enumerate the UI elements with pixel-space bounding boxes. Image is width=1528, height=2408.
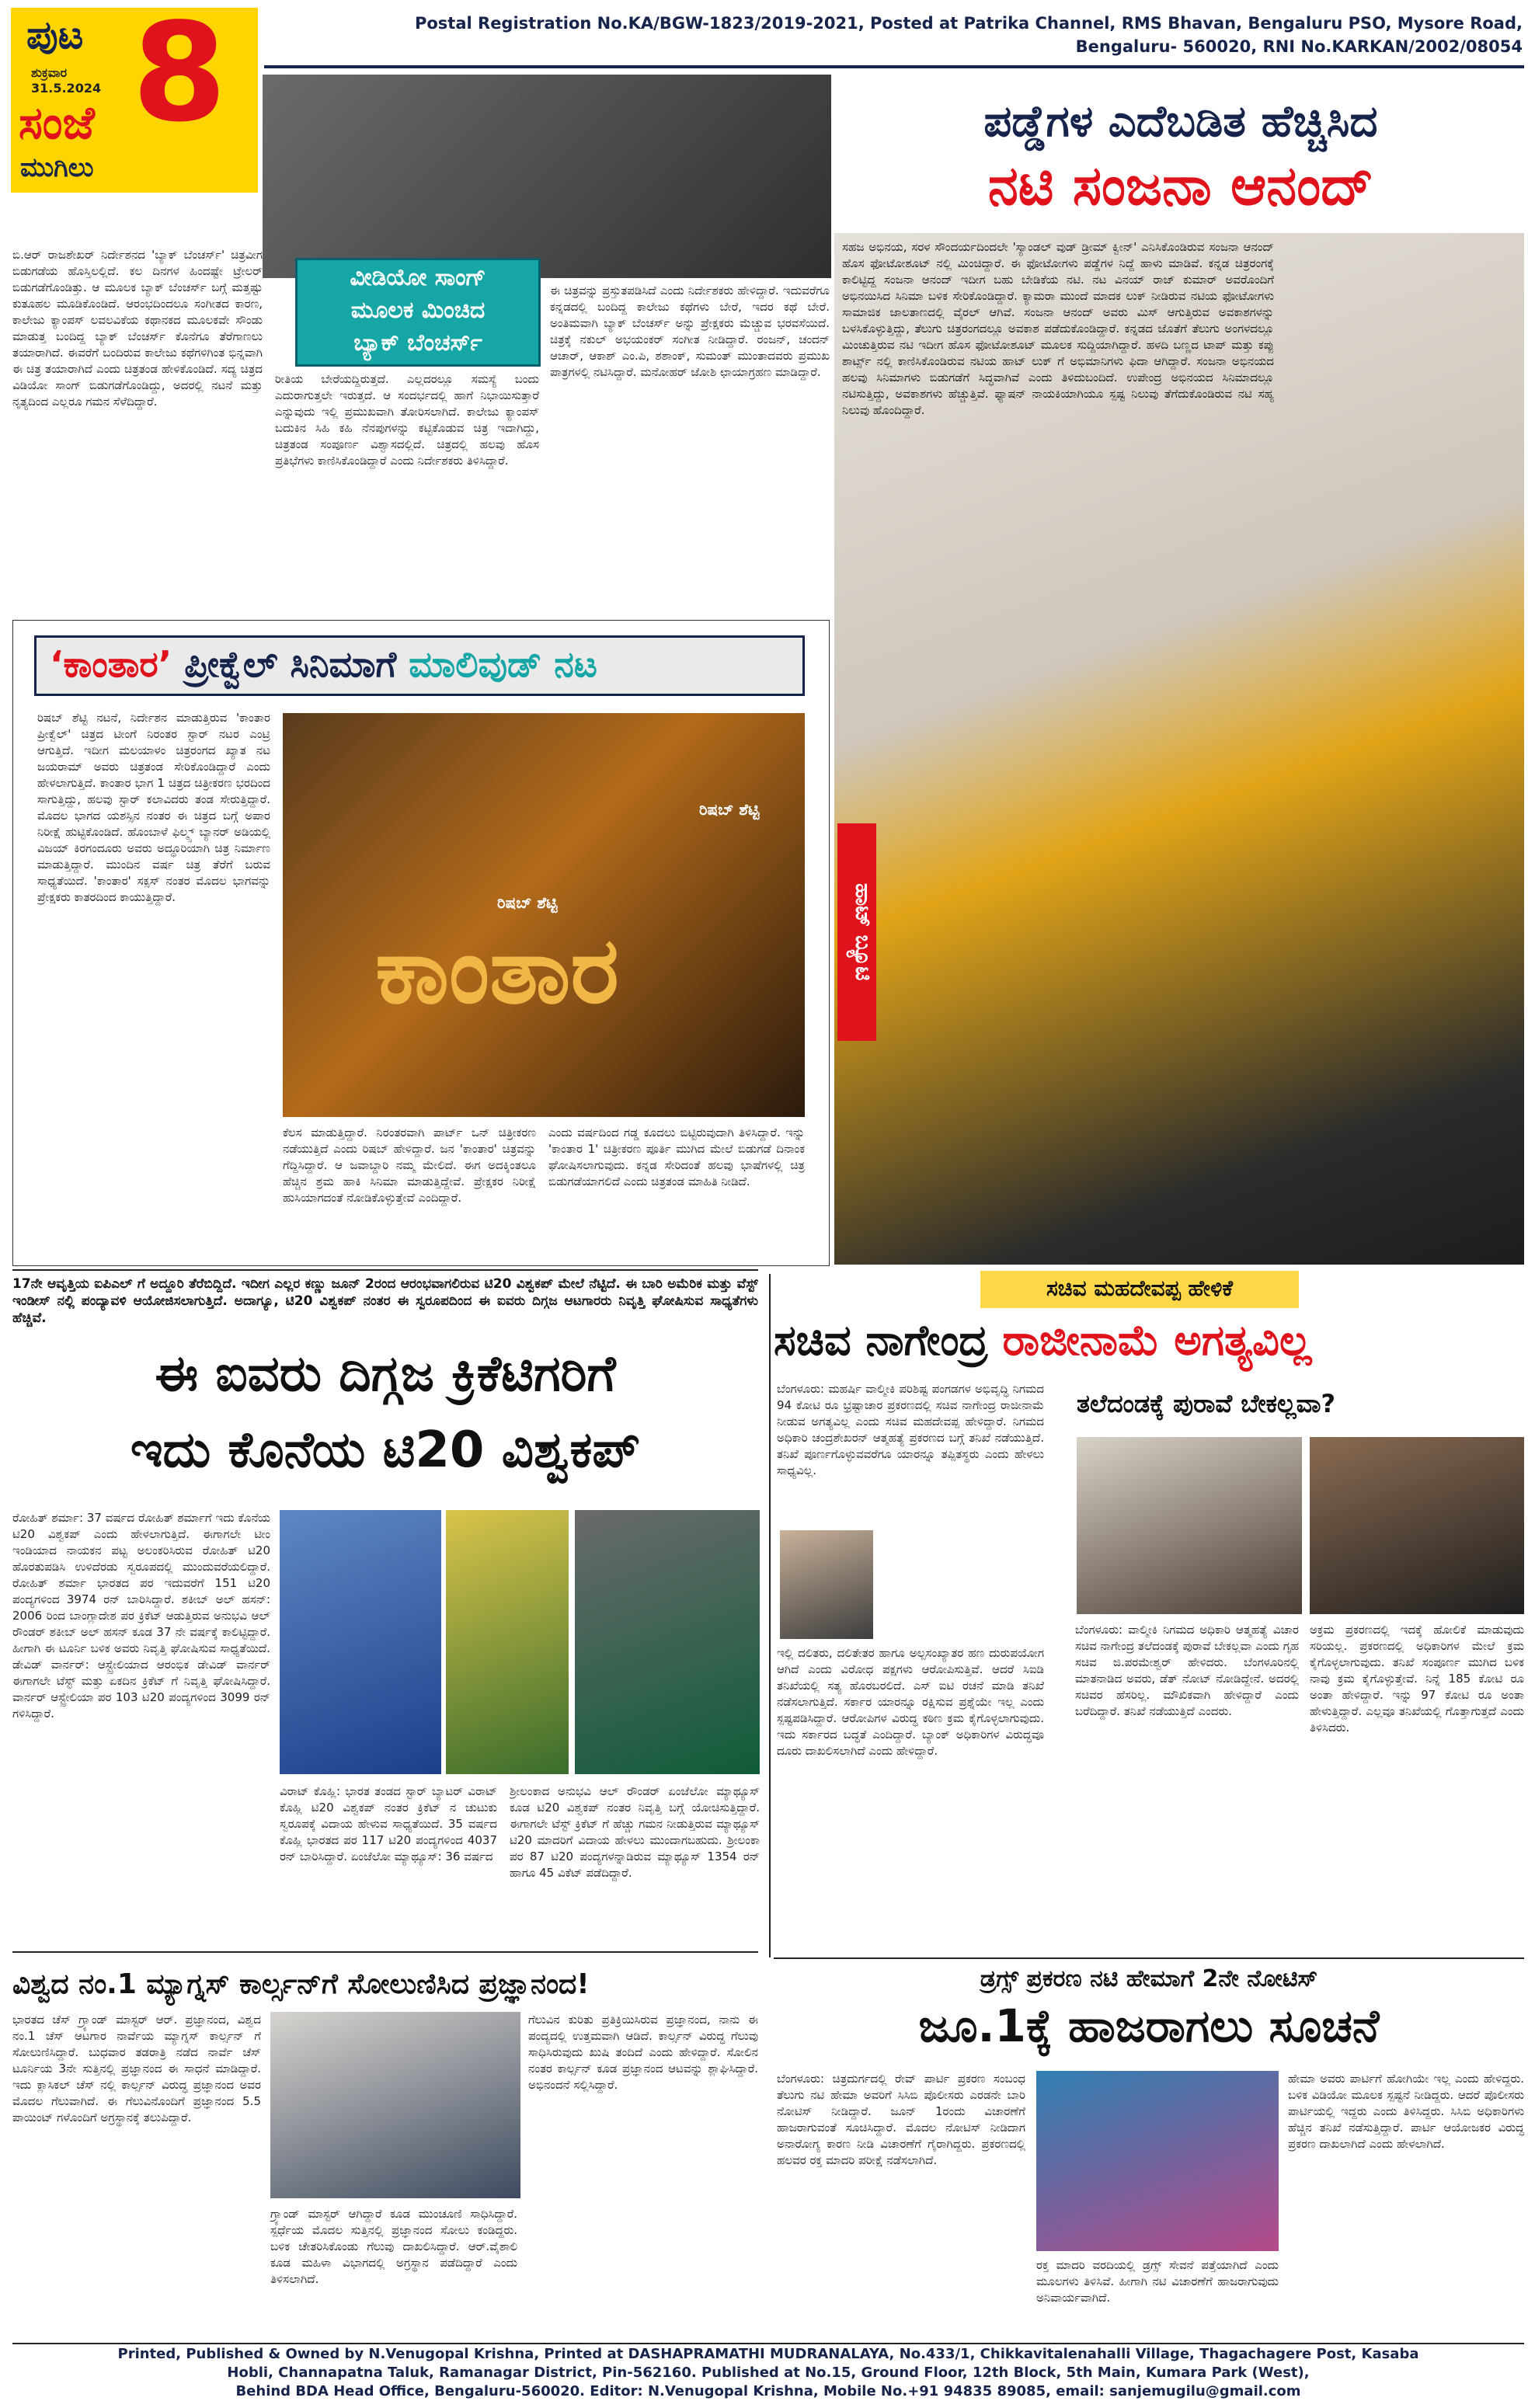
- backbenchers-photo: [263, 75, 831, 278]
- sanjana-headline1: ಪಡ್ಡೆಗಳ ಎದೆಬಡಿತ ಹೆಚ್ಚಿಸಿದ: [983, 96, 1378, 147]
- nagendra-headline: [774, 1316, 1524, 1366]
- nagendra-divider: [769, 1274, 771, 1957]
- hema-col2: ರಕ್ತ ಮಾದರಿ ವರದಿಯಲ್ಲಿ ಡ್ರಗ್ಸ್ ಸೇವನೆ ಪತ್ತೆಯಾಗಿದೆ ಎಂದು ಮೂಲಗಳು ತಿಳಿಸಿವೆ. ಹೀಗಾಗಿ ನಟಿ ವಿಚಾರಣೆಗೆ ಹಾಜರಾಗುವುದು ಅನಿವಾರ್ಯವಾಗಿದೆ.: [1036, 2258, 1279, 2305]
- kantara-col1: ರಿಷಬ್ ಶೆಟ್ಟಿ ನಟನೆ, ನಿರ್ದೇಶನ ಮಾಡುತ್ತಿರುವ 'ಕಾಂತಾರ ಪ್ರೀಕ್ವೆಲ್' ಚಿತ್ರದ ಟೀಂಗೆ ನಿರಂತರ ಸ್ಟಾರ್ ನಟರ ಎಂಟ್ರಿ ಆಗುತ್ತಿದೆ. ಇದೀಗ ಮಲಯಾಳಂ ಚಿತ್ರರಂಗದ ಖ್ಯಾತ ನಟ ಜಯರಾಮ್ ಅವರು ಚಿತ್ರತಂಡ ಸೇರಿಕೊಂಡಿದ್ದಾರೆ ಎಂದು ಹೇಳಲಾಗುತ್ತಿದೆ. ಕಾಂತಾರ ಭಾಗ 1 ಚಿತ್ರದ ಚಿತ್ರೀಕರಣ ಭರದಿಂದ ಸಾಗುತ್ತಿದ್ದು, ಹಲವು ಸ್ಟಾರ್ ಕಲಾವಿದರು ತಂಡ ಸೇರುತ್ತಿದ್ದಾರೆ. ಮೊದಲ ಭಾಗದ ಯಶಸ್ಸಿನ ನಂತರ ಈ ಚಿತ್ರದ ಬಗ್ಗೆ ಅಪಾರ ನಿರೀಕ್ಷೆ ಹುಟ್ಟಿಕೊಂಡಿದೆ. ಹೊಂಬಾಳೆ ಫಿಲ್ಮ್ಸ್ ಬ್ಯಾನರ್ ಅಡಿಯಲ್ಲಿ ವಿಜಯ್ ಕಿರಗಂದೂರು ಅವರು ಅದ್ಧೂರಿಯಾಗಿ ಚಿತ್ರ ನಿರ್ಮಾಣ ಮಾಡುತ್ತಿದ್ದಾರೆ. ಮುಂದಿನ ವರ್ಷ ಚಿತ್ರ ತೆರೆಗೆ ಬರುವ ಸಾಧ್ಯತೆಯಿದೆ. 'ಕಾಂತಾರ' ಸಕ್ಸಸ್ ನಂತರ ಮೊದಲ ಭಾಗವನ್ನು ಪ್ರೇಕ್ಷಕರು ಕಾತರದಿಂದ ಕಾಯುತ್ತಿದ್ದಾರೆ.: [37, 711, 270, 904]
- kantara-logo: ಕಾಂತಾರ: [375, 917, 619, 1024]
- nagendra-photo: [1310, 1437, 1524, 1614]
- kantara-headline-word: ಕಾಂತಾರ: [63, 643, 158, 685]
- footer-rule: [12, 2343, 1524, 2344]
- nagendra-col4: ಅಕ್ರಮ ಪ್ರಕರಣದಲ್ಲಿ ಇದಕ್ಕೆ ಹೋಲಿಕೆ ಮಾಡುವುದು ಸರಿಯಲ್ಲ. ಪ್ರಕರಣದಲ್ಲಿ ಅಧಿಕಾರಿಗಳ ಮೇಲೆ ಕ್ರಮ ಕೈಗೊಳ್ಳಲಾಗುವುದು. ತನಿಖೆ ಸಂಪೂರ್ಣ ಮುಗಿದ ಬಳಿಕ ನಾವು ಕ್ರಮ ಕೈಗೊಳ್ಳುತ್ತೇವೆ. ನಿನ್ನೆ 185 ಕೋಟಿ ರೂ ಅಂತಾ ಹೇಳಿದ್ದಾರೆ. ಇನ್ನು 97 ಕೋಟಿ ರೂ ಅಂತಾ ಹೇಳುತ್ತಿದ್ದಾರೆ. ಎಲ್ಲವೂ ತನಿಖೆಯಲ್ಲಿ ಗೊತ್ತಾಗುತ್ತದೆ ಎಂದು ತಿಳಿಸಿದರು.: [1310, 1623, 1524, 1735]
- footer-line2: Hobli, Channapatna Taluk, Ramanagar District, Pin-562160. Published at No.15, Ground Floor, 12th Block, 5th Main, Kumara Park (West),: [227, 2365, 1310, 2381]
- nagendra-inset-photo: [780, 1530, 873, 1639]
- cricket-col1: ರೋಹಿತ್ ಶರ್ಮಾ: 37 ವರ್ಷದ ರೋಹಿತ್ ಶರ್ಮಾಗೆ ಇದು ಕೊನೆಯ ಟಿ20 ವಿಶ್ವಕಪ್ ಎಂದು ಹೇಳಲಾಗುತ್ತಿದೆ. ಈಗಾಗಲೇ ಟೀಂ ಇಂಡಿಯಾದ ನಾಯಕನ ಪಟ್ಟ ಅಲಂಕರಿಸಿರುವ ರೋಹಿತ್ ಟಿ20 ಹೊರತುಪಡಿಸಿ ಉಳಿದೆರಡು ಸ್ವರೂಪದಲ್ಲಿ ಮುಂದುವರೆಯಲಿದ್ದಾರೆ. ರೋಹಿತ್ ಶರ್ಮಾ ಭಾರತದ ಪರ ಇದುವರೆಗೆ 151 ಟಿ20 ಪಂದ್ಯಗಳಿಂದ 3974 ರನ್ ಬಾರಿಸಿದ್ದಾರೆ. ಶಕೀಬ್ ಅಲ್ ಹಸನ್: 2006 ರಿಂದ ಬಾಂಗ್ಲಾದೇಶ ಪರ ಕ್ರಿಕೆಟ್ ಆಡುತ್ತಿರುವ ಅನುಭವಿ ಆಲ್ ರೌಂಡರ್ ಶಕೀಬ್ ಅಲ್ ಹಸನ್ ಕೂಡ 37 ನೇ ವರ್ಷಕ್ಕೆ ಕಾಲಿಟ್ಟಿದ್ದಾರೆ. ಹೀಗಾಗಿ ಈ ಟೂರ್ನಿ ಬಳಿಕ ಅವರು ನಿವೃತ್ತಿ ಘೋಷಿಸುವ ಸಾಧ್ಯತೆಯಿದೆ. ಡೇವಿಡ್ ವಾರ್ನರ್: ಆಸ್ಟ್ರೇಲಿಯಾದ ಆರಂಭಿಕ ಡೇವಿಡ್ ವಾರ್ನರ್ ಈಗಾಗಲೇ ಟೆಸ್ಟ್ ಮತ್ತು ಏಕದಿನ ಕ್ರಿಕೆಟ್ ಗೆ ನಿವೃತ್ತಿ ಘೋಷಿಸಿದ್ದಾರೆ. ವಾರ್ನರ್ ಆಸ್ಟ್ರೇಲಿಯಾ ಪರ 103 ಟಿ20 ಪಂದ್ಯಗಳಿಂದ 3099 ರನ್ ಗಳಿಸಿದ್ದಾರೆ.: [12, 1511, 270, 1721]
- backbenchers-col2: ರೀತಿಯ ಬೇರೆಯದ್ದಿರುತ್ತದೆ. ಎಲ್ಲದರಲ್ಲೂ ಸಮಸ್ಯೆ ಬಂದು ಎದುರಾಗುತ್ತಲೇ ಇರುತ್ತದೆ. ಆ ಸಂದರ್ಭದಲ್ಲಿ ಹಾಗೆ ನಿಭಾಯಿಸುತ್ತಾರೆ ಎನ್ನುವುದು ಇಲ್ಲಿ ಪ್ರಮುಖವಾಗಿ ತೋರಿಸಲಾಗಿದೆ. ಕಾಲೇಜು ಕ್ಯಾಂಪಸ್ ಬದುಕಿನ ಸಿಹಿ ಕಹಿ ನೆನಪುಗಳನ್ನು ಕಟ್ಟಿಕೊಡುವ ಚಿತ್ರ ಇದಾಗಿದ್ದು, ಚಿತ್ರತಂಡ ಸಂಪೂರ್ಣ ವಿಶ್ವಾಸದಲ್ಲಿದೆ. ಚಿತ್ರದಲ್ಲಿ ಹಲವು ಹೊಸ ಪ್ರತಿಭೆಗಳು ಕಾಣಿಸಿಕೊಂಡಿದ್ದಾರೆ ಎಂದು ನಿರ್ದೇಶಕರು ತಿಳಿಸಿದ್ದಾರೆ.: [275, 372, 539, 468]
- hema-top-rule: [774, 1957, 1524, 1959]
- footer-line1: Printed, Published & Owned by N.Venugopal Krishna, Printed at DASHAPRAMATHI MUDRANALAYA, No.433/1, Chikkavitalenahalli Village, Thagachagere Post, Kasaba: [117, 2346, 1419, 2362]
- pragg-col1: ಭಾರತದ ಚೆಸ್ ಗ್ರ್ಯಾಂಡ್ ಮಾಸ್ಟರ್ ಆರ್. ಪ್ರಜ್ಞಾನಂದ, ವಿಶ್ವದ ನಂ.1 ಚೆಸ್ ಆಟಗಾರ ನಾರ್ವೆಯ ಮ್ಯಾಗ್ನಸ್ ಕಾರ್ಲ್ಸನ್ ಗೆ ಸೋಲುಣಿಸಿದ್ದಾರೆ. ಬುಧವಾರ ತಡರಾತ್ರಿ ನಡೆದ ನಾರ್ವೆ ಚೆಸ್ ಟೂರ್ನಿಯ 3ನೇ ಸುತ್ತಿನಲ್ಲಿ ಪ್ರಜ್ಞಾನಂದ ಈ ಸಾಧನೆ ಮಾಡಿದ್ದಾರೆ. ಇದು ಕ್ಲಾಸಿಕಲ್ ಚೆಸ್ ನಲ್ಲಿ ಕಾರ್ಲ್ಸನ್ ವಿರುದ್ಧ ಪ್ರಜ್ಞಾನಂದ ಅವರ ಮೊದಲ ಗೆಲುವಾಗಿದೆ. ಈ ಗೆಲುವಿನೊಂದಿಗೆ ಪ್ರಜ್ಞಾನಂದ 5.5 ಪಾಯಿಂಟ್ ಗಳೊಂದಿಗೆ ಅಗ್ರಸ್ಥಾನಕ್ಕೆ ತಲುಪಿದ್ದಾರೆ.: [12, 2013, 261, 2124]
- cricket-intro: 17ನೇ ಆವೃತ್ತಿಯ ಐಪಿಎಲ್ ಗೆ ಅದ್ದೂರಿ ತೆರೆಬಿದ್ದಿದೆ. ಇದೀಗ ಎಲ್ಲರ ಕಣ್ಣು ಜೂನ್ 2ರಂದ ಆರಂಭವಾಗಲಿರುವ ಟಿ20 ವಿಶ್ವಕಪ್ ಮೇಲೆ ನೆಟ್ಟಿದೆ. ಈ ಬಾರಿ ಅಮೆರಿಕ ಮತ್ತು ವೆಸ್ಟ್ ಇಂಡೀಸ್ ನಲ್ಲಿ ಪಂದ್ಯಾವಳಿ ಆಯೋಜಿಸಲಾಗುತ್ತಿದೆ. ಅದಾಗ್ಯೂ, ಟಿ20 ವಿಶ್ವಕಪ್ ನಂತರ ಈ ಸ್ವರೂಪದಿಂದ ಈ ಐವರು ದಿಗ್ಗಜ ಆಟಗಾರರು ನಿವೃತ್ತಿ ಘೋಷಿಸುವ ಸಾಧ್ಯತೆಗಳು ಹೆಚ್ಚಿವೆ.: [12, 1276, 758, 1326]
- weekday: ಶುಕ್ರವಾರ: [31, 65, 68, 80]
- brand-line1: ಸಂಜೆ: [19, 96, 95, 149]
- kantara-credit2: ರಿಷಬ್ ಶೆಟ್ಟಿ: [497, 893, 558, 912]
- cricket-headline2: ಇದು ಕೊನೆಯ ಟಿ20 ವಿಶ್ವಕಪ್: [130, 1421, 641, 1479]
- puta-label: ಪುಟ: [26, 12, 84, 57]
- pragg-headline: ವಿಶ್ವದ ನಂ.1 ಮ್ಯಾಗ್ನಸ್ ಕಾರ್ಲ್ಸನ್‌ಗೆ ಸೋಲುಣಿಸಿದ ಪ್ರಜ್ಞಾನಂದ!: [12, 1968, 590, 2000]
- sanjana-body: ಸಹಜ ಅಭಿನಯ, ಸರಳ ಸೌಂದರ್ಯದಿಂದಲೇ 'ಸ್ಯಾಂಡಲ್ ವುಡ್ ಡ್ರೀಮ್ ಕ್ವೀನ್' ಎನಿಸಿಕೊಂಡಿರುವ ಸಂಜನಾ ಆನಂದ್ ಹೊಸ ಫೋಟೋಶೂಟ್ ನಲ್ಲಿ ಮಿಂಚಿದ್ದಾರೆ. ಈ ಫೋಟೋಗಳು ಪಡ್ಡೆಗಳ ನಿದ್ದೆ ಹಾಳು ಮಾಡಿವೆ. ಕನ್ನಡ ಚಿತ್ರರಂಗಕ್ಕೆ ಕಾಲಿಟ್ಟಿದ್ದ ಸಂಜನಾ ಆನಂದ್ ಇದೀಗ ಬಹು ಬೇಡಿಕೆಯ ನಟಿ. ನಟ ವಿನಯ್ ರಾಜ್ ಕುಮಾರ್ ಅವರೊಂದಿಗೆ ಅಭಿನಯಿಸಿದ ಸಿನಿಮಾ ಬಳಿಕ ಸೇರಿಕೊಂಡಿದ್ದಾರೆ. ಕ್ಯಾಮರಾ ಮುಂದೆ ಮಾದಕ ಲುಕ್ ನೀಡಿರುವ ನಟಿಯ ಫೋಟೋಗಳು ಸಾಮಾಜಿಕ ಜಾಲತಾಣದಲ್ಲಿ ವೈರಲ್ ಆಗಿವೆ. ಸಂಜನಾ ಆನಂದ್ ಅವರು ಮಿಸ್ ಆಗುತ್ತಿರುವ ಅವಕಾಶಗಳನ್ನು ಬಳಸಿಕೊಳ್ಳುತ್ತಿದ್ದು, ತೆಲುಗು ಚಿತ್ರರಂಗದಲ್ಲೂ ಅವಕಾಶ ಪಡೆದುಕೊಂಡಿದ್ದಾರೆ. ಕನ್ನಡದ ಜೊತೆಗೆ ತೆಲುಗು ಅಂಗಳದಲ್ಲೂ ಮಿಂಚುತ್ತಿರುವ ನಟಿ ಇದೀಗ ಹೊಸ ಫೋಟೋಶೂಟ್ ಮೂಲಕ ಸುದ್ದಿಯಾಗಿದ್ದಾರೆ. ಹಳದಿ ಬಣ್ಣದ ಟಾಪ್ ಮತ್ತು ಕಪ್ಪು ಶಾರ್ಟ್ಸ್ ನಲ್ಲಿ ಕಾಣಿಸಿಕೊಂಡಿರುವ ನಟಿಯ ಹಾಟ್ ಲುಕ್ ಗೆ ಅಭಿಮಾನಿಗಳು ಫಿದಾ ಆಗಿದ್ದಾರೆ. ಸಂಜನಾ ಅಭಿನಯದ ಹಲವು ಸಿನಿಮಾಗಳು ಬಿಡುಗಡೆಗೆ ಸಿದ್ಧವಾಗಿವೆ ಎಂದು ತಿಳಿದುಬಂದಿದೆ. ಉಪೇಂದ್ರ ಅಭಿನಯದ ಸಿನಿಮಾದಲ್ಲೂ ನಟಿಸುತ್ತಿದ್ದು, ಅವಕಾಶಗಳು ಹೆಚ್ಚುತ್ತಿವೆ. ಫ್ಯಾಷನ್ ನಾಯಕಿಯಾಗಿಯೂ ಸ್ಪಷ್ಟ ನಿಲುವು ತೆಗೆದುಕೊಂಡಿರುವ ನಟಿ ಸಹ್ಯ ನಿಲುವು ಹೊಂದಿದ್ದಾರೆ.: [842, 240, 1274, 417]
- postal-line2: Bengaluru- 560020, RNI No.KARKAN/2002/08054: [1075, 37, 1523, 56]
- backbenchers-col3: ಈ ಚಿತ್ರವನ್ನು ಪ್ರಸ್ತುತಪಡಿಸಿದೆ ಎಂದು ನಿರ್ದೇಶಕರು ಹೇಳಿದ್ದಾರೆ. ಇದುವರೆಗೂ ಕನ್ನಡದಲ್ಲಿ ಬಂದಿದ್ದ ಕಾಲೇಜು ಕಥೆಗಳು ಬೇರೆ, ಇದರ ಕಥೆ ಬೇರೆ. ಅಂತಿಮವಾಗಿ ಬ್ಯಾಕ್ ಬೆಂಚರ್ಸ್ ಅನ್ನು ಪ್ರೇಕ್ಷಕರು ಮೆಚ್ಚುವ ಭರವಸೆಯಿದೆ. ಚಿತ್ರಕ್ಕೆ ನಕುಲ್ ಅಭಯಂಕರ್ ಸಂಗೀತ ನೀಡಿದ್ದಾರೆ. ರಂಜನ್, ಚಂದನ್ ಆಚಾರ್, ಆಕಾಶ್ ಎಂ.ಪಿ, ಶಶಾಂಕ್, ಸುಮಂತ್ ಮುಂತಾದವರು ಪ್ರಮುಖ ಪಾತ್ರಗಳಲ್ಲಿ ನಟಿಸಿದ್ದಾರೆ. ಮನೋಹರ್ ಜೋಶಿ ಛಾಯಾಗ್ರಹಣ ಮಾಡಿದ್ದಾರೆ.: [550, 284, 830, 379]
- nagendra-sub-kicker: ತಲೆದಂಡಕ್ಕೆ ಪುರಾವೆ ಬೇಕಲ್ಲವಾ?: [1077, 1389, 1336, 1418]
- backbenchers-col1: ಬಿ.ಆರ್ ರಾಜಶೇಖರ್ ನಿರ್ದೇಶನದ 'ಬ್ಯಾಕ್ ಬೆಂಚರ್ಸ್' ಚಿತ್ರವೀಗ ಬಿಡುಗಡೆಯ ಹೊಸ್ತಿಲಲ್ಲಿದೆ. ಕಲ ದಿನಗಳ ಹಿಂದಷ್ಟೇ ಟ್ರೇಲರ್ ಬಿಡುಗಡೆಗೊಂಡಿತ್ತು. ಆ ಮೂಲಕ ಬ್ಯಾಕ್ ಬೆಂಚರ್ಸ್ ಬಗ್ಗೆ ಮತ್ತಷ್ಟು ಕುತೂಹಲ ಮೂಡಿಕೊಂಡಿದೆ. ಆರಂಭದಿಂದಲೂ ಸಂಗೀತದ ಕಾರಣ, ಕಾಲೇಜು ಕ್ಯಾಂಪಸ್ ಲವಲವಿಕೆಯ ಕಥಾನಕದ ಮೂಲಕವೇ ಸೌಂಡು ಮಾಡುತ್ತ ಬಂದಿದ್ದ ಬ್ಯಾಕ್ ಬೆಂಚರ್ಸ್ ಕೊನೆಗೂ ತೆರೆಗಾಣಲು ತಯಾರಾಗಿದೆ. ಈವರೆಗೆ ಬಂದಿರುವ ಕಾಲೇಜು ಕಥೆಗಳಿಗಿಂತ ಭಿನ್ನವಾಗಿ ಈ ಚಿತ್ರ ತಯಾರಾಗಿದೆ ಎಂದು ಚಿತ್ರತಂಡ ಹೇಳಿಕೊಂಡಿದೆ. ಸದ್ಯ ಚಿತ್ರದ ವಿಡಿಯೋ ಸಾಂಗ್ ಬಿಡುಗಡೆಗೊಂಡಿದ್ದು, ಅದರಲ್ಲಿ ನಟನೆ ಮತ್ತು ನೃತ್ಯದಿಂದ ಎಲ್ಲರೂ ಗಮನ ಸೆಳೆದಿದ್ದಾರೆ.: [12, 248, 263, 409]
- cricket-photo-australia: [446, 1510, 569, 1774]
- masthead-rule: [264, 65, 1524, 68]
- kantara-col2: ಕೆಲಸ ಮಾಡುತ್ತಿದ್ದಾರೆ. ನಿರಂತರವಾಗಿ ಪಾರ್ಟ್ ಒನ್ ಚಿತ್ರೀಕರಣ ನಡೆಯುತ್ತಿದೆ ಎಂದು ರಿಷಬ್ ಹೇಳಿದ್ದಾರೆ. ಜನ 'ಕಾಂತಾರ' ಚಿತ್ರವನ್ನು ಗೆದ್ದಿಸಿದ್ದಾರೆ. ಆ ಜವಾಬ್ದಾರಿ ನಮ್ಮ ಮೇಲಿದೆ. ಈಗ ಅದಕ್ಕಿಂತಲೂ ಹೆಚ್ಚಿನ ಶ್ರಮ ಹಾಕಿ ಸಿನಿಮಾ ಮಾಡುತ್ತಿದ್ದೇವೆ. ಪ್ರೇಕ್ಷಕರ ನಿರೀಕ್ಷೆ ಹುಸಿಯಾಗದಂತೆ ನೋಡಿಕೊಳ್ಳುತ್ತೇವೆ ಎಂದಿದ್ದಾರೆ.: [283, 1126, 536, 1205]
- kantara-credit1: ರಿಷಬ್ ಶೆಟ್ಟಿ: [699, 800, 760, 819]
- backbenchers-tag-line3: ಬ್ಯಾಕ್ ಬೆಂಚರ್ಸ್: [353, 329, 482, 357]
- cricket-col3: ಶ್ರೀಲಂಕಾದ ಅನುಭವಿ ಆಲ್ ರೌಂಡರ್ ಏಂಜೆಲೋ ಮ್ಯಾಥ್ಯೂಸ್ ಕೂಡ ಟಿ20 ವಿಶ್ವಕಪ್ ನಂತರ ನಿವೃತ್ತಿ ಬಗ್ಗೆ ಯೋಚಿಸುತ್ತಿದ್ದಾರೆ. ಈಗಾಗಲೇ ಟೆಸ್ಟ್ ಕ್ರಿಕೆಟ್ ಗೆ ಹೆಚ್ಚು ಗಮನ ನೀಡುತ್ತಿರುವ ಮ್ಯಾಥ್ಯೂಸ್ ಟಿ20 ಮಾದರಿಗೆ ವಿದಾಯ ಹೇಳಲು ಮುಂದಾಗಬಹುದು. ಶ್ರೀಲಂಕಾ ಪರ 87 ಟಿ20 ಪಂದ್ಯಗಳನ್ನಾಡಿರುವ ಮ್ಯಾಥ್ಯೂಸ್ 1354 ರನ್ ಹಾಗೂ 45 ವಿಕೆಟ್ ಪಡೆದಿದ್ದಾರೆ.: [510, 1784, 760, 1880]
- kantara-headline: [50, 643, 797, 687]
- nagendra-kicker: ಸಚಿವ ಮಹದೇವಪ್ಪ ಹೇಳಿಕೆ: [1046, 1275, 1234, 1301]
- nagendra-col3: ಬೆಂಗಳೂರು: ವಾಲ್ಮೀಕಿ ನಿಗಮದ ಅಧಿಕಾರಿ ಆತ್ಮಹತ್ಯೆ ವಿಚಾರ ಸಚಿವ ನಾಗೇಂದ್ರ ತಲೆದಂಡಕ್ಕೆ ಪುರಾವೆ ಬೇಕಲ್ಲವಾ ಎಂದು ಗೃಹ ಸಚಿವ ಜಿ.ಪರಮೇಶ್ವರ್ ಹೇಳಿದರು. ಬೆಂಗಳೂರಿನಲ್ಲಿ ಮಾತನಾಡಿದ ಅವರು, ಡೆತ್ ನೋಟ್ ನೋಡಿದ್ದೇನೆ. ಅದರಲ್ಲಿ ಸಚಿವರ ಹೆಸರಿಲ್ಲ. ಮೌಖಿಕವಾಗಿ ಹೇಳಿದ್ದಾರೆ ಎಂದು ಬರೆದಿದ್ದಾರೆ. ತನಿಖೆ ನಡೆಯುತ್ತಿದೆ ಎಂದರು.: [1075, 1623, 1299, 1718]
- pragg-top-rule: [12, 1951, 758, 1953]
- backbenchers-tag-line1: ವೀಡಿಯೋ ಸಾಂಗ್: [350, 264, 486, 291]
- issue-date: 31.5.2024: [31, 81, 102, 96]
- kantara-poster: [283, 713, 805, 1117]
- postal-line1: Postal Registration No.KA/BGW-1823/2019-2021, Posted at Patrika Channel, RMS Bhavan, Bengaluru PSO, Mysore Road,: [414, 14, 1523, 33]
- hema-photo: [1036, 2071, 1279, 2251]
- cricket-top-rule: [12, 1269, 758, 1271]
- backbenchers-tag-line2: ಮೂಲಕ ಮಿಂಚಿದ: [350, 297, 486, 324]
- hema-col3: ಹೇಮಾ ಅವರು ಪಾರ್ಟಿಗೆ ಹೋಗಿಯೇ ಇಲ್ಲ ಎಂದು ಹೇಳಿದ್ದರು. ಬಳಿಕ ವಿಡಿಯೋ ಮೂಲಕ ಸ್ಪಷ್ಟನೆ ನೀಡಿದ್ದರು. ಆದರೆ ಪೊಲೀಸರು ಪಾರ್ಟಿಯಲ್ಲಿ ಇದ್ದರು ಎಂದು ತಿಳಿಸಿದ್ದರು. ಸಿಸಿಬಿ ಅಧಿಕಾರಿಗಳು ಹೆಚ್ಚಿನ ತನಿಖೆ ನಡೆಸುತ್ತಿದ್ದಾರೆ. ಪಾರ್ಟಿ ಆಯೋಜಕರ ವಿರುದ್ಧ ಪ್ರಕರಣ ದಾಖಲಾಗಿದೆ ಎಂದು ಹೇಳಲಾಗಿದೆ.: [1288, 2072, 1524, 2151]
- hema-kicker: ಡ್ರಗ್ಸ್ ಪ್ರಕರಣ ನಟಿ ಹೇಮಾಗೆ 2ನೇ ನೋಟಿಸ್: [980, 1965, 1318, 1992]
- sanjana-vertical-tag: ಹಾಟ್ ಬ್ಯೂಟಿ: [851, 883, 876, 981]
- cricket-photo-bangladesh: [575, 1510, 760, 1774]
- kantara-headline-accent: ಮಾಲಿವುಡ್ ನಟ: [409, 643, 597, 685]
- brand-line2: ಮುಗಿಲು: [20, 152, 94, 183]
- cricket-col2: ವಿರಾಟ್ ಕೊಹ್ಲಿ: ಭಾರತ ತಂಡದ ಸ್ಟಾರ್ ಬ್ಯಾಟರ್ ವಿರಾಟ್ ಕೊಹ್ಲಿ ಟಿ20 ವಿಶ್ವಕಪ್ ನಂತರ ಕ್ರಿಕೆಟ್ ನ ಚುಟುಕು ಸ್ವರೂಪಕ್ಕೆ ವಿದಾಯ ಹೇಳುವ ಸಾಧ್ಯತೆಯಿದೆ. 35 ವರ್ಷದ ಕೊಹ್ಲಿ ಭಾರತದ ಪರ 117 ಟಿ20 ಪಂದ್ಯಗಳಿಂದ 4037 ರನ್ ಬಾರಿಸಿದ್ದಾರೆ. ಏಂಜೆಲೋ ಮ್ಯಾಥ್ಯೂಸ್: 36 ವರ್ಷದ: [280, 1784, 497, 1863]
- footer-line3: Behind BDA Head Office, Bengaluru-560020. Editor: N.Venugopal Krishna, Mobile No.+91 94835 89085, email: sanjemugilu@gmail.com: [235, 2383, 1301, 2399]
- kantara-quote-open: ‘: [50, 643, 64, 685]
- nagendra-headline-part2: ರಾಜೀನಾಮೆ ಅಗತ್ಯವಿಲ್ಲ: [1002, 1316, 1312, 1365]
- hema-col1: ಬೆಂಗಳೂರು: ಚಿತ್ರದುರ್ಗದಲ್ಲಿ ರೇವ್ ಪಾರ್ಟಿ ಪ್ರಕರಣ ಸಂಬಂಧ ತೆಲುಗು ನಟಿ ಹೇಮಾ ಅವರಿಗೆ ಸಿಸಿಬಿ ಪೊಲೀಸರು ಎರಡನೇ ಬಾರಿ ನೋಟಿಸ್ ನೀಡಿದ್ದಾರೆ. ಜೂನ್ 1ರಂದು ವಿಚಾರಣೆಗೆ ಹಾಜರಾಗುವಂತೆ ಸೂಚಿಸಿದ್ದಾರೆ. ಮೊದಲ ನೋಟಿಸ್ ನೀಡಿದಾಗ ಅನಾರೋಗ್ಯ ಕಾರಣ ನೀಡಿ ವಿಚಾರಣೆಗೆ ಗೈರಾಗಿದ್ದರು. ಪ್ರಕರಣದಲ್ಲಿ ಹಲವರ ರಕ್ತ ಮಾದರಿ ಪರೀಕ್ಷೆ ನಡೆಸಲಾಗಿದೆ.: [777, 2072, 1025, 2167]
- cricket-headline1: ಈ ಐವರು ದಿಗ್ಗಜ ಕ್ರಿಕೆಟಿಗರಿಗೆ: [155, 1345, 616, 1403]
- pragg-col3: ಗೆಲುವಿನ ಕುರಿತು ಪ್ರತಿಕ್ರಿಯಿಸಿರುವ ಪ್ರಜ್ಞಾನಂದ, ನಾನು ಈ ಪಂದ್ಯದಲ್ಲಿ ಉತ್ತಮವಾಗಿ ಆಡಿದೆ. ಕಾರ್ಲ್ಸನ್ ವಿರುದ್ಧ ಗೆಲುವು ಸಾಧಿಸಿರುವುದು ಖುಷಿ ತಂದಿದೆ ಎಂದು ಹೇಳಿದ್ದಾರೆ. ಸೋಲಿನ ನಂತರ ಕಾರ್ಲ್ಸನ್ ಕೂಡ ಪ್ರಜ್ಞಾನಂದ ಆಟವನ್ನು ಶ್ಲಾಘಿಸಿದ್ದಾರೆ. ಅಭಿನಂದನೆ ಸಲ್ಲಿಸಿದ್ದಾರೆ.: [528, 2013, 758, 2092]
- hema-headline: ಜೂ.1ಕ್ಕೆ ಹಾಜರಾಗಲು ಸೂಚನೆ: [918, 1999, 1380, 2052]
- cricket-photo-india: [280, 1510, 441, 1774]
- pragg-photo: [270, 2012, 520, 2198]
- nagendra-col1: ಬೆಂಗಳೂರು: ಮಹರ್ಷಿ ವಾಲ್ಮೀಕಿ ಪರಿಶಿಷ್ಟ ಪಂಗಡಗಳ ಅಭಿವೃದ್ಧಿ ನಿಗಮದ 94 ಕೋಟಿ ರೂ ಭ್ರಷ್ಟಾಚಾರ ಪ್ರಕರಣದಲ್ಲಿ ಸಚಿವ ನಾಗೇಂದ್ರ ರಾಜೀನಾಮೆ ನೀಡುವ ಅಗತ್ಯವಿಲ್ಲ ಎಂದು ಸಚಿವ ಮಹದೇವಪ್ಪ ಹೇಳಿದ್ದಾರೆ. ನಿಗಮದ ಅಧಿಕಾರಿ ಚಂದ್ರಶೇಖರನ್ ಆತ್ಮಹತ್ಯೆ ಪ್ರಕರಣದ ಬಗ್ಗೆ ತನಿಖೆ ನಡೆಯುತ್ತಿದೆ. ತನಿಖೆ ಪೂರ್ಣಗೊಳ್ಳುವವರೆಗೂ ಯಾರನ್ನೂ ತಪ್ಪಿತಸ್ಥರು ಎಂದು ಹೇಳಲು ಸಾಧ್ಯವಿಲ್ಲ.: [777, 1382, 1044, 1477]
- kantara-col3: ಎಂದು ವರ್ಷದಿಂದ ಗಡ್ಡ ಕೂದಲು ಬಿಟ್ಟಿರುವುದಾಗಿ ತಿಳಿಸಿದ್ದಾರೆ. ಇನ್ನು 'ಕಾಂತಾರ 1' ಚಿತ್ರೀಕರಣ ಪೂರ್ತಿ ಮುಗಿದ ಮೇಲೆ ಬಿಡುಗಡೆ ದಿನಾಂಕ ಘೋಷಿಸಲಾಗುವುದು. ಕನ್ನಡ ಸೇರಿದಂತೆ ಹಲವು ಭಾಷೆಗಳಲ್ಲಿ ಚಿತ್ರ ಬಿಡುಗಡೆಯಾಗಲಿದೆ ಎಂದು ಚಿತ್ರತಂಡ ಮಾಹಿತಿ ನೀಡಿದೆ.: [548, 1126, 805, 1188]
- kantara-quote-close: ’: [158, 643, 172, 685]
- kantara-headline-mid: ಪ್ರೀಕ್ವೆಲ್ ಸಿನಿಮಾಗೆ: [172, 643, 409, 685]
- nagendra-headline-part1: ಸಚಿವ ನಾಗೇಂದ್ರ: [774, 1316, 1003, 1365]
- page-number: 8: [132, 0, 227, 152]
- nagendra-col2: ಇಲ್ಲಿ ದಲಿತರು, ದಲಿತೇತರ ಹಾಗೂ ಅಲ್ಪಸಂಖ್ಯಾತರ ಹಣ ದುರುಪಯೋಗ ಆಗಿದೆ ಎಂದು ವಿರೋಧ ಪಕ್ಷಗಳು ಆರೋಪಿಸುತ್ತಿವೆ. ಆದರೆ ಸಿಐಡಿ ತನಿಖೆಯಲ್ಲಿ ಸತ್ಯ ಹೊರಬರಲಿದೆ. ಎಸ್ ಐಟಿ ರಚನೆ ಮಾಡಿ ತನಿಖೆ ನಡೆಸಲಾಗುತ್ತಿದೆ. ಸರ್ಕಾರ ಯಾರನ್ನೂ ರಕ್ಷಿಸುವ ಪ್ರಶ್ನೆಯೇ ಇಲ್ಲ ಎಂದು ಸ್ಪಷ್ಟಪಡಿಸಿದ್ದಾರೆ. ಆರೋಪಿಗಳ ವಿರುದ್ಧ ಕಠಿಣ ಕ್ರಮ ಕೈಗೊಳ್ಳಲಾಗುವುದು. ಇದು ಸರ್ಕಾರದ ಬದ್ಧತೆ ಎಂದಿದ್ದಾರೆ. ಬ್ಯಾಂಕ್ ಅಧಿಕಾರಿಗಳ ವಿರುದ್ಧವೂ ದೂರು ದಾಖಲಿಸಲಾಗಿದೆ ಎಂದು ಹೇಳಿದ್ದಾರೆ.: [777, 1646, 1044, 1758]
- parameshwar-photo: [1077, 1437, 1302, 1614]
- sanjana-headline2: ನಟಿ ಸಂಜನಾ ಆನಂದ್: [987, 154, 1374, 217]
- pragg-col2: ಗ್ರ್ಯಾಂಡ್ ಮಾಸ್ಟರ್ ಆಗಿದ್ದಾರೆ ಕೂಡ ಮುಂಚೂಣಿ ಸಾಧಿಸಿದ್ದಾರೆ. ಸ್ಪರ್ಧೆಯ ಮೊದಲ ಸುತ್ತಿನಲ್ಲಿ ಪ್ರಜ್ಞಾನಂದ ಸೋಲು ಕಂಡಿದ್ದರು. ಬಳಿಕ ಚೇತರಿಸಿಕೊಂಡು ಗೆಲುವು ದಾಖಲಿಸಿದ್ದಾರೆ. ಆರ್.ವೈಶಾಲಿ ಕೂಡ ಮಹಿಳಾ ವಿಭಾಗದಲ್ಲಿ ಅಗ್ರಸ್ಥಾನ ಪಡೆದಿದ್ದಾರೆ ಎಂದು ತಿಳಿಸಲಾಗಿದೆ.: [270, 2207, 517, 2286]
